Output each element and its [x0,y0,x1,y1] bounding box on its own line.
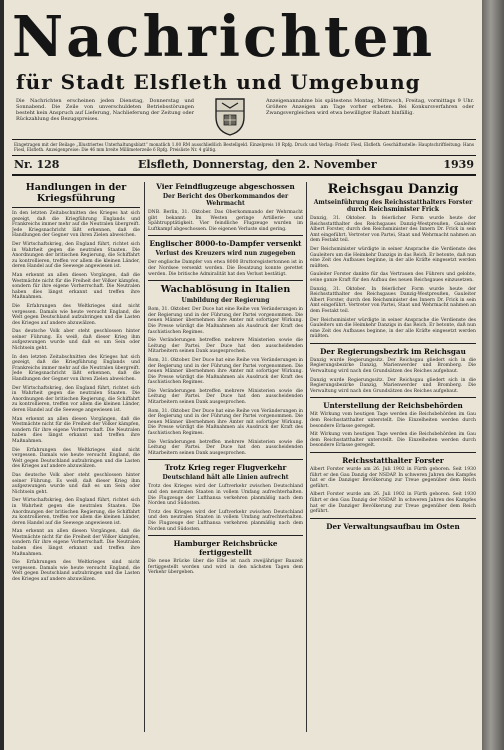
dateline [14,157,474,173]
article-headline: Hamburger Reichsbrücke fertiggestellt [173,539,278,558]
article-headline: Handlungen in der Kriegsführung [25,182,127,204]
article-paragraph: Man erkennt an allen diesen Vorgängen, daß die Westmächte nicht für die Freiheit der Völker kämpfen, sondern für ihre eigene Vorherrschaft. Die Neutralen haben dies längst erkannt und treffen ihre Maßnahmen. [12,416,140,444]
divider [310,397,476,398]
article-paragraph: Die Veränderungen betreffen mehrere Ministerien sowie die Leitung der Partei. Der Duce hat den ausscheidenden Mitarbeitern seinen Dank ausgesprochen. [148,338,303,355]
article-headline: Englischer 8000-to-Dampfer versenkt [149,239,302,249]
article-headline: Vier Feindflugzeuge abgeschossen [156,182,295,191]
article-paragraph: Mit Wirkung vom heutigen Tage werden die Reichsbehörden im Gau dem Reichsstatthalter unterstellt. Die Einzelheiten werden durch besondere Erlasse geregelt. [310,412,476,429]
article-paragraph: Albert Forster wurde am 26. Juli 1902 in Fürth geboren. Seit 1930 führt er den Gau Danzig der NSDAP. In schweren Jahren des Kampfes hat er die Danziger Bevölkerung zur Treue gegenüber dem Reich geführt. [310,492,476,515]
binding-spine [482,0,504,750]
article-paragraph: Der englische Dampfer von etwa 8000 Bruttoregistertonnen ist in der Nordsee versenkt worden. Die Besatzung konnte gerettet werden. Die britische Admiralität hat den Verlust bestätigt. [148,260,303,277]
divider [148,235,303,236]
article-paragraph: Der Wirtschaftskrieg, den England führt, richtet sich in Wahrheit gegen die neutralen Staaten. Die Anordnungen der britischen Regierung, die Schiffahrt zu kontrollieren, treffen vor allem die kleinen Länder, deren Handel auf die Seewege angewiesen ist. [12,498,140,526]
article-paragraph: Der Reichsminister würdigte in seiner Ansprache die Verdienste des Gauleiters um die Heimkehr Danzigs in das Reich. Er betonte, daß nun eine Zeit des Aufbaues beginne, in der alle Kräfte eingesetzt werden müßten. [310,246,476,269]
article-headline: Der Verwaltungsaufbau im Osten [326,521,460,531]
article-headline: Reichsgau Danzig [327,182,459,197]
article-paragraph: Danzig, 31. Oktober. In feierlicher Form wurde heute der Reichsstatthalter des Reichsgaues Danzig-Westpreußen, Gauleiter Albert Forster, durch den Reichsminister des Innern Dr. Frick in sein Amt eingeführt. Vertreter von Partei, Staat und Wehrmacht nahmen an dem Festakt teil. [310,216,476,244]
divider [148,535,303,536]
article-paragraph: Danzig wurde Regierungssitz. Der Reichsgau gliedert sich in die Regierungsbezirke Danzig, Marienwerder und Bromberg. Die Verwaltung wird nach den Grundsätzen des Reiches aufgebaut. [310,377,476,394]
newspaper-page [4,0,482,750]
article-paragraph: Der Wirtschaftskrieg, den England führt, richtet sich in Wahrheit gegen die neutralen Staaten. Die Anordnungen der britischen Regierung, die Schiffahrt zu kontrollieren, treffen vor allem die kleinen Länder, deren Handel auf die Seewege angewiesen ist. [12,241,140,270]
article-paragraph: Rom, 31. Oktober. Der Duce hat eine Reihe von Veränderungen in der Regierung und in der Führung der Partei vorgenommen. Die neuen Männer übernehmen ihre Ämter mit sofortiger Wirkung. Die Presse würdigt die Maßnahmen als Ausdruck der Kraft des faschistischen Regimes. [148,408,303,437]
divider [310,518,476,519]
article-paragraph: Die Veränderungen betreffen mehrere Ministerien sowie die Leitung der Partei. Der Duce hat den ausscheidenden Mitarbeitern seinen Dank ausgesprochen. [148,388,303,406]
issue-year: 1939 [443,158,474,171]
article-deck: Umbildung der Regierung [181,297,270,305]
article-paragraph: Trotz des Krieges wird der Luftverkehr zwischen Deutschland und den neutralen Staaten in vollem Umfang aufrechterhalten. Die Flugzeuge der Lufthansa verkehren planmäßig nach dem Norden und Südosten. [148,509,303,532]
article-paragraph: Der Reichsminister würdigte in seiner Ansprache die Verdienste des Gauleiters um die Heimkehr Danzigs in das Reich. Er betonte, daß nun eine Zeit des Aufbaues beginne, in der alle Kräfte eingesetzt werden müßten. [310,317,476,340]
publication-info-right: Anzeigenannahme bis spätestens Montag, Mittwoch, Freitag, vormittags 9 Uhr. Größere Anzeigen am Tage vorher erbeten. Bei Konkursverfahren oder Zwangsvergleichen wird etwa bewilligter Rabatt hinfällig. [266,98,474,116]
article-deck: Amtseinführung des Reichsstatthalters Forster durch Reichsminister Frick [313,199,473,213]
article-paragraph: Man erkennt an allen diesen Vorgängen, daß die Westmächte nicht für die Freiheit der Völker kämpfen, sondern für ihre eigene Vorherrschaft. Die Neutralen haben dies längst erkannt und treffen ihre Maßnahmen. [12,529,140,557]
publication-info-left: Die Nachrichten erscheinen jeden Dienstag, Donnerstag und Sonnabend. Die Zeile von unverschuldeten Betriebsstörungen besteht kein Anspruch auf Lieferung, Nachlieferung der Zeitung oder Rückzahlung des Bezugspreises. [16,98,194,122]
article-deck: Der Bericht des Oberkommandos der Wehrmacht [162,193,289,207]
issue-number: Nr. 128 [14,158,60,171]
price-fineprint: Eingetragen mit der Beilage „Illustriertes Unterhaltungsblatt“ monatlich 1.00 RM ausschließlich Bestellgeld. Einzelpreis 10 Rpfg. Druck und Verlag: Friedr. Fiesl, Elsfleth. Geschäftsstelle: Hauptschriftleitung: Hans Fiesl, Elsfleth. Anzeigenpreise: Die 46 mm breite Millimeterzeile 6 Rpfg. Preisliste Nr. 4 gültig. [14,142,474,152]
article-paragraph: Rom, 31. Oktober. Der Duce hat eine Reihe von Veränderungen in der Regierung und in der Führung der Partei vorgenommen. Die neuen Männer übernehmen ihre Ämter mit sofortiger Wirkung. Die Presse würdigt die Maßnahmen als Ausdruck der Kraft des faschistischen Regimes. [148,357,303,386]
article-paragraph: In den letzten Zeitabschnitten des Krieges hat sich gezeigt, daß die Kriegführung Englands und Frankreichs immer mehr auf die Neutralen übergreift. Jede Kriegsnachricht läßt erkennen, daß die Handlungen der Gegner von ihren Zielen abweichen. [12,211,140,239]
column-separator [306,182,307,732]
column-left [12,180,140,740]
article-paragraph: Man erkennt an allen diesen Vorgängen, daß die Westmächte nicht für die Freiheit der Völker kämpfen, sondern für ihre eigene Vorherrschaft. Die Neutralen haben dies längst erkannt und treffen ihre Maßnahmen. [12,272,140,301]
article-paragraph: Gauleiter Forster dankte für das Vertrauen des Führers und gelobte, seine ganze Kraft für den Aufbau des neuen Reichsgaues einzusetzen. [310,272,476,283]
article-paragraph: DNB. Berlin, 31. Oktober. Das Oberkommando der Wehrmacht gibt bekannt: Im Westen geringe Artillerie- und Spähtrupptätigkeit. Vier feindliche Flugzeuge wurden im Luftkampf abgeschossen. Die eigenen Verluste sind gering. [148,210,303,232]
article-paragraph: Die Erfahrungen des Weltkrieges sind nicht vergessen. Damals wie heute versucht England, die Welt gegen Deutschland aufzubringen und die Lasten des Krieges auf andere abzuwälzen. [12,560,140,583]
town-crest-icon [208,95,252,137]
issue-date: Elsfleth, Donnerstag, den 2. November [138,158,377,171]
article-headline: Trotz Krieg reger Flugverkehr [164,463,287,473]
article-paragraph: Die Veränderungen betreffen mehrere Ministerien sowie die Leitung der Partei. Der Duce hat den ausscheidenden Mitarbeitern seinen Dank ausgesprochen. [148,439,303,456]
article-deck: Verlust des Kreuzers wird nun zugegeben [155,250,296,258]
divider [310,343,476,344]
article-paragraph: Rom, 31. Oktober. Der Duce hat eine Reihe von Veränderungen in der Regierung und in der Führung der Partei vorgenommen. Die neuen Männer übernehmen ihre Ämter mit sofortiger Wirkung. Die Presse würdigt die Maßnahmen als Ausdruck der Kraft des faschistischen Regimes. [148,307,303,335]
article-paragraph: Danzig, 31. Oktober. In feierlicher Form wurde heute der Reichsstatthalter des Reichsgaues Danzig-Westpreußen, Gauleiter Albert Forster, durch den Reichsminister des Innern Dr. Frick in sein Amt eingeführt. Vertreter von Partei, Staat und Wehrmacht nahmen an dem Festakt teil. [310,286,476,314]
article-paragraph: Albert Forster wurde am 26. Juli 1902 in Fürth geboren. Seit 1930 führt er den Gau Danzig der NSDAP. In schweren Jahren des Kampfes hat er die Danziger Bevölkerung zur Treue gegenüber dem Reich geführt. [310,467,476,489]
article-paragraph: Das deutsche Volk aber steht geschlossen hinter seiner Führung. Es weiß, daß dieser Krieg ihm aufgezwungen wurde und daß es um Sein oder Nichtsein geht. [12,472,140,495]
article-paragraph: Danzig wurde Regierungssitz. Der Reichsgau gliedert sich in die Regierungsbezirke Danzig, Marienwerder und Bromberg. Die Verwaltung wird nach den Grundsätzen des Reiches aufgebaut. [310,357,476,375]
article-headline: Unterstellung der Reichsbehörden [323,401,463,411]
masthead-rule [12,139,476,140]
article-headline: Der Regierungsbezirk im Reichsgau [320,346,466,356]
divider [148,459,303,460]
divider [148,280,303,281]
divider [310,452,476,453]
masthead-title: Nachrichten [12,4,436,70]
dateline-rule-top [12,155,476,156]
column-right [310,180,476,740]
article-deck: Deutschland hält alle Linien aufrecht [162,474,289,482]
dateline-rule-bottom [12,174,476,176]
article-headline: Reichsstatthalter Forster [342,456,444,465]
column-separator [144,182,145,732]
article-paragraph: Das deutsche Volk aber steht geschlossen hinter seiner Führung. Es weiß, daß dieser Krieg ihm aufgezwungen wurde und daß es um Sein oder Nichtsein geht. [12,329,140,352]
article-paragraph: In den letzten Zeitabschnitten des Krieges hat sich gezeigt, daß die Kriegführung Englands und Frankreichs immer mehr auf die Neutralen übergreift. Jede Kriegsnachricht läßt erkennen, daß die Handlungen der Gegner von ihren Zielen abweichen. [12,354,140,383]
article-paragraph: Die neue Brücke über die Elbe ist nach zweijähriger Bauzeit fertiggestellt worden und wird in den nächsten Tagen dem Verkehr übergeben. [148,559,303,576]
article-paragraph: Der Wirtschaftskrieg, den England führt, richtet sich in Wahrheit gegen die neutralen Staaten. Die Anordnungen der britischen Regierung, die Schiffahrt zu kontrollieren, treffen vor allem die kleinen Länder, deren Handel auf die Seewege angewiesen ist. [12,385,140,413]
article-paragraph: Mit Wirkung vom heutigen Tage werden die Reichsbehörden im Gau dem Reichsstatthalter unterstellt. Die Einzelheiten werden durch besondere Erlasse geregelt. [310,432,476,449]
column-middle [148,180,303,740]
article-paragraph: Die Erfahrungen des Weltkrieges sind nicht vergessen. Damals wie heute versucht England, die Welt gegen Deutschland aufzubringen und die Lasten des Krieges auf andere abzuwälzen. [12,447,140,470]
article-paragraph: Trotz des Krieges wird der Luftverkehr zwischen Deutschland und den neutralen Staaten in vollem Umfang aufrechterhalten. Die Flugzeuge der Lufthansa verkehren planmäßig nach dem Norden und Südosten. [148,484,303,507]
article-headline: Wachablösung in Italien [160,284,291,296]
divider [12,207,140,208]
article-paragraph: Die Erfahrungen des Weltkrieges sind nicht vergessen. Damals wie heute versucht England, die Welt gegen Deutschland aufzubringen und die Lasten des Krieges auf andere abzuwälzen. [12,303,140,326]
masthead-subtitle: für Stadt Elsfleth und Umgebung [16,70,421,94]
